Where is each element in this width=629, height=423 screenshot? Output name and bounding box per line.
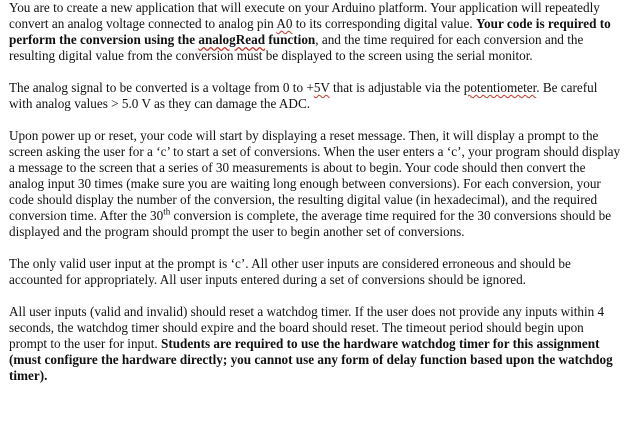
- intro-requirement-1: Your code is required to perform the conversion using the: [9, 16, 611, 47]
- paragraph-analog-signal: [9, 80, 623, 112]
- signal-text-3: . Be careful with analog values > 5.0 V as they can damage the ADC.: [9, 80, 598, 111]
- paragraph-behavior: [9, 128, 623, 240]
- intro-text-1: You are to create a new application that will execute on your Arduino platform. Your application will repeatedly convert an analog voltage connected to analog pin: [9, 0, 600, 31]
- paragraph-spacer: [9, 64, 623, 80]
- intro-text-2: to its corresponding digital value.: [292, 16, 476, 31]
- behavior-text-1: Upon power up or reset, your code will start by displaying a reset message. Then, it will display a prompt to the screen asking the user for a ‘c’ to start a set of conversions. When the user enters a ‘c’, your program should display a message to the screen that a series of 30 measurements is about to begin. Your code should then convert the analog input 30 times (make sure you are waiting long enough between conversions). For each conversion, your code should display the number of the conversion, the resulting digital value (in hexadecimal), and the required conversion time. After the 30: [9, 128, 621, 223]
- paragraph-watchdog: [9, 304, 623, 384]
- paragraph-valid-input: [9, 256, 623, 288]
- signal-text-1: The analog signal to be converted is a voltage from 0 to +: [9, 80, 314, 95]
- behavior-text-2: conversion is complete, the average time required for the 30 conversions should be displayed and the program should prompt the user to begin another set of conversions.: [9, 208, 612, 239]
- analog-pin-name: A0: [276, 16, 293, 31]
- potentiometer-word: potentiometer: [463, 80, 537, 95]
- signal-text-2: that is adjustable via the: [329, 80, 464, 95]
- paragraph-intro: [9, 0, 623, 64]
- paragraph-spacer: [9, 288, 623, 304]
- intro-text-3: , and the time required for each conversion and the resulting digital value from the conversion must be displayed to the screen using the serial monitor.: [9, 32, 584, 63]
- watchdog-requirement: Students are required to use the hardware watchdog timer for this assignment (must configure the hardware directly; you cannot use any form of delay function based upon the watchdog timer).: [9, 336, 613, 383]
- intro-requirement-2: function: [265, 32, 316, 47]
- paragraph-spacer: [9, 112, 623, 128]
- watchdog-text-1: All user inputs (valid and invalid) should reset a watchdog timer. If the user does not provide any inputs within 4 seconds, the watchdog timer should expire and the board should reset. The timeout period should begin upon prompt to the user for input.: [9, 304, 605, 351]
- ordinal-superscript: th: [163, 206, 171, 217]
- voltage-value: 5V: [313, 80, 330, 95]
- paragraph-spacer: [9, 240, 623, 256]
- valid-input-text: The only valid user input at the prompt is ‘c’. All other user inputs are considered erroneous and should be accounted for appropriately. All user inputs entered during a set of conversions should be ignored.: [9, 256, 571, 287]
- analogread-function-name: analogRead: [198, 32, 266, 47]
